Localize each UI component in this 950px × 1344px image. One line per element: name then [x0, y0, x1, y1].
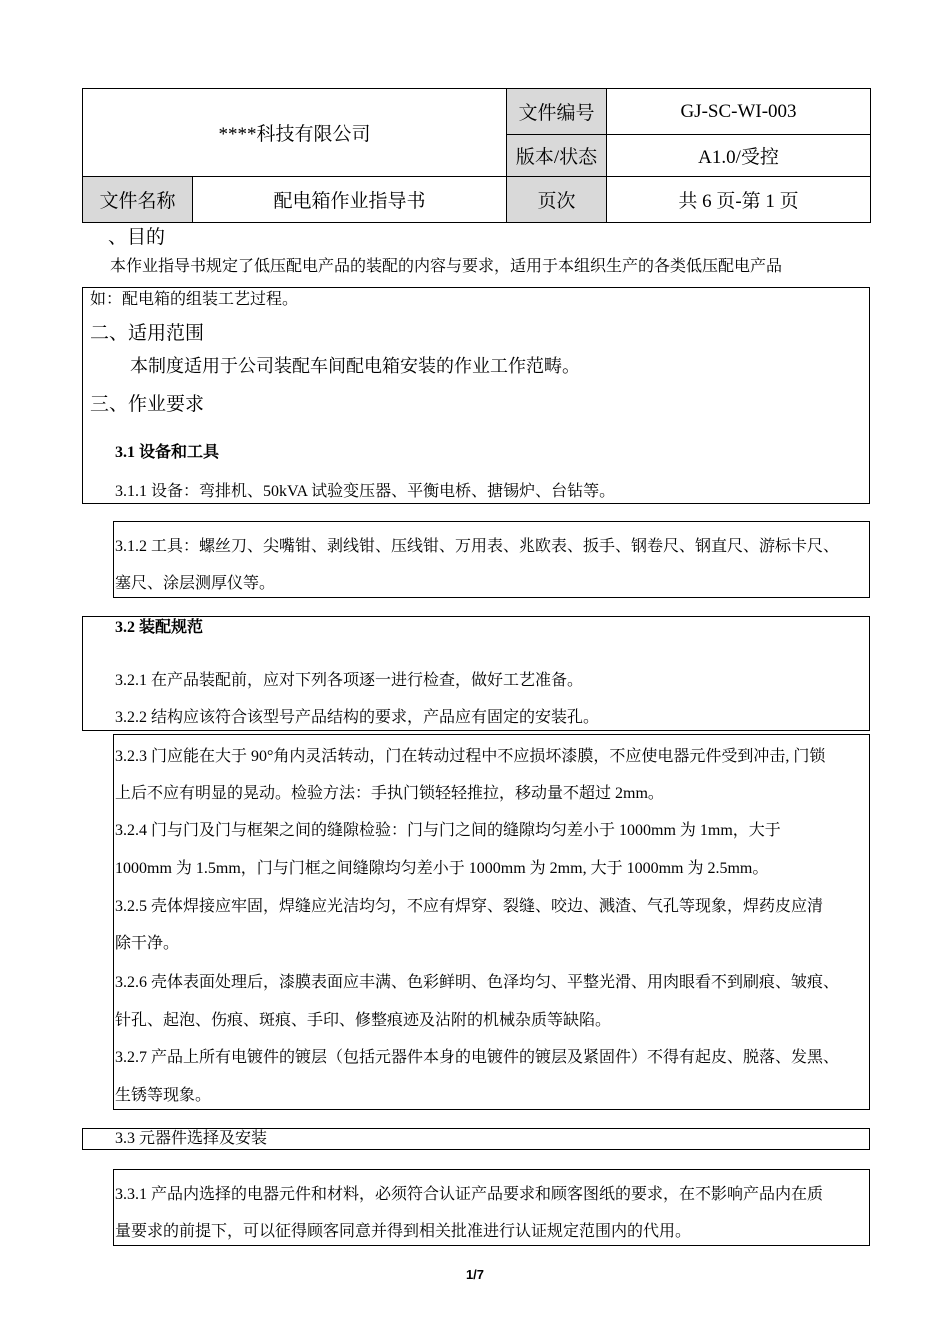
para-3-2-5-line2: 除干净。	[115, 935, 180, 952]
section-1-text-line1: 本作业指导书规定了低压配电产品的装配的内容与要求，适用于本组织生产的各类低压配电产品	[110, 258, 783, 275]
section-3-title: 三、作业要求	[90, 394, 205, 415]
para-3-2-4-line1: 3.2.4 门与门及门与框架之间的缝隙检验：门与门之间的缝隙均匀差小于 1000mm 为 1mm，大于	[115, 822, 781, 839]
doc-name-label: 文件名称	[83, 177, 193, 223]
section-1-text-line2: 如：配电箱的组装工艺过程。	[90, 291, 299, 308]
para-3-2-6-line2: 针孔、起泡、伤痕、斑痕、手印、修整痕迹及沾附的机械杂质等缺陷。	[115, 1012, 612, 1029]
section-2-text: 本制度适用于公司装配车间配电箱安装的作业工作范畴。	[130, 356, 580, 376]
doc-no-label: 文件编号	[507, 89, 607, 135]
document-header-table	[82, 88, 871, 223]
para-3-1-1: 3.1.1 设备：弯排机、50kVA 试验变压器、平衡电桥、搪锡炉、台钻等。	[115, 483, 616, 500]
doc-name-value: 配电箱作业指导书	[193, 177, 507, 223]
heading-3-2: 3.2 装配规范	[115, 619, 204, 636]
para-3-2-3-line1: 3.2.3 门应能在大于 90°角内灵活转动，门在转动过程中不应损坏漆膜，不应使电器元件受到冲击, 门锁	[115, 748, 826, 765]
heading-3-3: 3.3 元器件选择及安装	[115, 1130, 268, 1147]
para-3-2-5-line1: 3.2.5 壳体焊接应牢固，焊缝应光洁均匀，不应有焊穿、裂缝、咬边、溅渣、气孔等现象，焊药皮应清	[115, 898, 824, 915]
company-name: ****科技有限公司	[83, 89, 507, 177]
para-3-2-3-line2: 上后不应有明显的晃动。检验方法：手执门锁轻轻推拉，移动量不超过 2mm。	[115, 785, 664, 802]
para-3-3-1-line2: 量要求的前提下，可以征得顾客同意并得到相关批准进行认证规定范围内的代用。	[115, 1223, 692, 1240]
para-3-2-6-line1: 3.2.6 壳体表面处理后，漆膜表面应丰满、色彩鲜明、色泽均匀、平整光滑、用肉眼看不到刷痕、皱痕、	[115, 974, 840, 991]
page-number: 1/7	[465, 1267, 485, 1282]
doc-no-value: GJ-SC-WI-003	[607, 89, 871, 135]
section-2-title: 二、适用范围	[90, 323, 205, 344]
page-value: 共 6 页-第 1 页	[607, 177, 871, 223]
page-label: 页次	[507, 177, 607, 223]
para-3-1-2-line2: 塞尺、涂层测厚仪等。	[115, 575, 276, 592]
para-3-2-7-line2: 生锈等现象。	[115, 1087, 212, 1104]
para-3-2-7-line1: 3.2.7 产品上所有电镀件的镀层（包括元器件本身的电镀件的镀层及紧固件）不得有起皮、脱落、发黑、	[115, 1049, 840, 1066]
section-1-title: 、目的	[108, 227, 166, 248]
version-label: 版本/状态	[507, 135, 607, 177]
heading-3-1: 3.1 设备和工具	[115, 444, 220, 461]
para-3-3-1-line1: 3.3.1 产品内选择的电器元件和材料，必须符合认证产品要求和顾客图纸的要求，在不影响产品内在质	[115, 1186, 824, 1203]
para-3-2-4-line2: 1000mm 为 1.5mm，门与门框之间缝隙均匀差小于 1000mm 为 2mm, 大于 1000mm 为 2.5mm。	[115, 860, 769, 877]
para-3-1-2-line1: 3.1.2 工具：螺丝刀、尖嘴钳、剥线钳、压线钳、万用表、兆欧表、扳手、钢卷尺、钢直尺、游标卡尺、	[115, 538, 840, 555]
para-3-2-2: 3.2.2 结构应该符合该型号产品结构的要求，产品应有固定的安装孔。	[115, 709, 600, 726]
version-value: A1.0/受控	[607, 135, 871, 177]
para-3-2-1: 3.2.1 在产品装配前，应对下列各项逐一进行检查，做好工艺准备。	[115, 672, 584, 689]
